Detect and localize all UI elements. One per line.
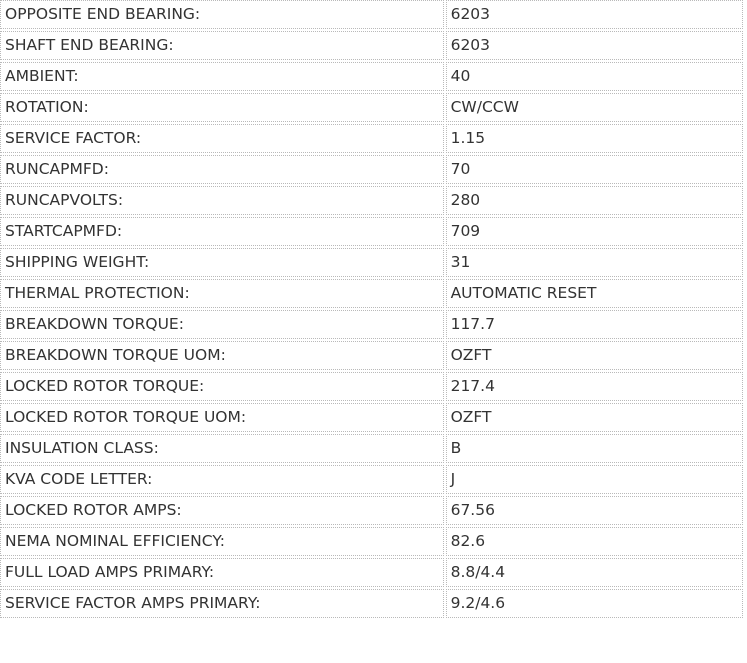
spec-value: 67.56 <box>446 496 743 525</box>
spec-value: 6203 <box>446 31 743 60</box>
table-row <box>0 279 743 308</box>
spec-label: STARTCAPMFD: <box>0 217 444 246</box>
spec-label: SHAFT END BEARING: <box>0 31 444 60</box>
spec-value: 1.15 <box>446 124 743 153</box>
spec-value: 82.6 <box>446 527 743 556</box>
table-row <box>0 155 743 184</box>
table-row <box>0 527 743 556</box>
table-row <box>0 341 743 370</box>
spec-value: 117.7 <box>446 310 743 339</box>
spec-value: 217.4 <box>446 372 743 401</box>
table-row <box>0 589 743 618</box>
spec-label: SHIPPING WEIGHT: <box>0 248 444 277</box>
table-row <box>0 465 743 494</box>
spec-value: 9.2/4.6 <box>446 589 743 618</box>
table-row <box>0 403 743 432</box>
table-row <box>0 93 743 122</box>
spec-value: 8.8/4.4 <box>446 558 743 587</box>
spec-value: 31 <box>446 248 743 277</box>
table-row <box>0 186 743 215</box>
spec-label: LOCKED ROTOR TORQUE: <box>0 372 444 401</box>
spec-value: AUTOMATIC RESET <box>446 279 743 308</box>
spec-label: KVA CODE LETTER: <box>0 465 444 494</box>
spec-value: B <box>446 434 743 463</box>
table-row <box>0 372 743 401</box>
spec-label: THERMAL PROTECTION: <box>0 279 444 308</box>
spec-label: OPPOSITE END BEARING: <box>0 0 444 29</box>
spec-label: INSULATION CLASS: <box>0 434 444 463</box>
spec-value: 40 <box>446 62 743 91</box>
table-row <box>0 558 743 587</box>
spec-label: ROTATION: <box>0 93 444 122</box>
table-row <box>0 124 743 153</box>
table-row <box>0 248 743 277</box>
spec-value: CW/CCW <box>446 93 743 122</box>
spec-label: LOCKED ROTOR TORQUE UOM: <box>0 403 444 432</box>
spec-value: 70 <box>446 155 743 184</box>
spec-label: FULL LOAD AMPS PRIMARY: <box>0 558 444 587</box>
spec-label: RUNCAPVOLTS: <box>0 186 444 215</box>
spec-value: 6203 <box>446 0 743 29</box>
spec-label: RUNCAPMFD: <box>0 155 444 184</box>
table-row <box>0 310 743 339</box>
spec-value: J <box>446 465 743 494</box>
table-row <box>0 496 743 525</box>
spec-label: LOCKED ROTOR AMPS: <box>0 496 444 525</box>
spec-value: 709 <box>446 217 743 246</box>
table-row <box>0 31 743 60</box>
spec-label: AMBIENT: <box>0 62 444 91</box>
spec-label: SERVICE FACTOR: <box>0 124 444 153</box>
spec-value: 280 <box>446 186 743 215</box>
spec-label: SERVICE FACTOR AMPS PRIMARY: <box>0 589 444 618</box>
spec-label: BREAKDOWN TORQUE UOM: <box>0 341 444 370</box>
spec-label: BREAKDOWN TORQUE: <box>0 310 444 339</box>
table-row <box>0 217 743 246</box>
table-row <box>0 0 743 29</box>
table-row <box>0 62 743 91</box>
spec-value: OZFT <box>446 341 743 370</box>
spec-value: OZFT <box>446 403 743 432</box>
table-row <box>0 434 743 463</box>
spec-label: NEMA NOMINAL EFFICIENCY: <box>0 527 444 556</box>
